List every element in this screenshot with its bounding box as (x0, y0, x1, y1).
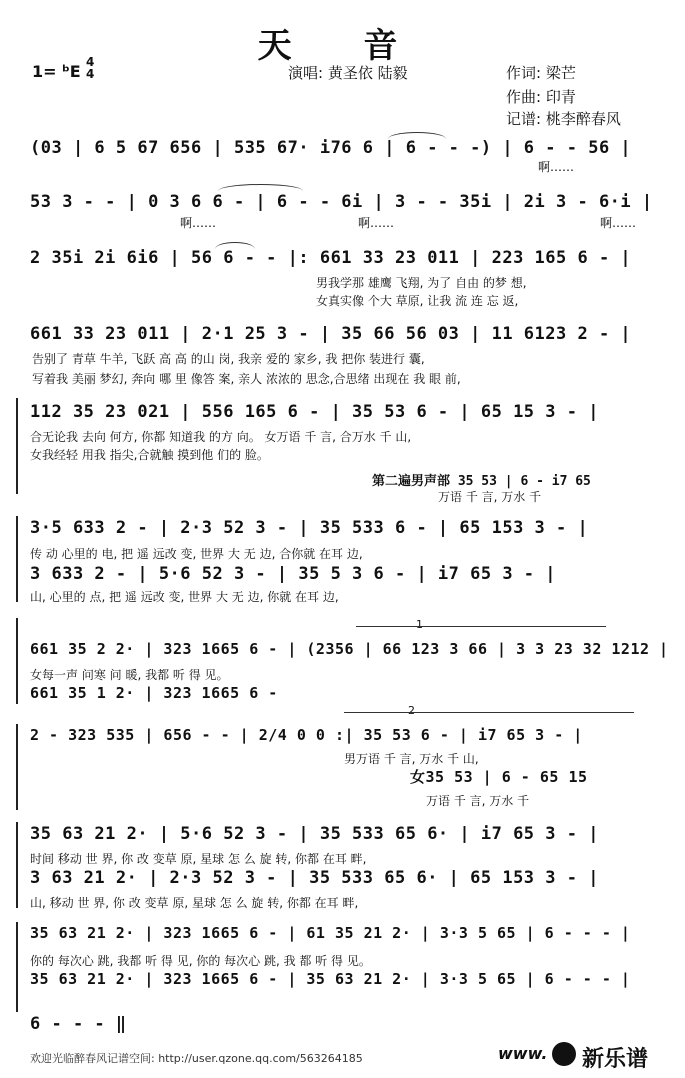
lyric-1: 啊…… (538, 160, 575, 174)
score-line-5: 112 35 23 021 | 556 165 6 - | 35 53 6 - | 65 15 3 - | (30, 402, 599, 422)
lyric-3b: 女真实像 个大 草原, 让我 流 连 忘 返, (316, 294, 519, 308)
slur (218, 184, 303, 191)
volta-bracket (356, 626, 606, 627)
score-line-7: 661 35 2 2· | 323 1665 6 - | (2356 | 66 123 3 66 | 3 3 23 32 1212 | (30, 640, 669, 658)
second-voice-lyric: 万语 千 言, 万水 千 (426, 794, 530, 808)
second-voice-lyric: 万语 千 言, 万水 千 (438, 490, 542, 504)
lyric-4b: 写着我 美丽 梦幻, 奔向 哪 里 像答 案, 亲人 浓浓的 思念,合思绪 出现在 我 眼 前, (32, 372, 461, 386)
slur (215, 242, 255, 249)
lyric-3a: 男我学那 雄鹰 飞翔, 为了 自由 的梦 想, (316, 276, 527, 290)
score-line-6: 3·5 633 2 - | 2·3 52 3 - | 35 533 6 - | 65 153 3 - | (30, 518, 589, 538)
transcriber: 记谱: 桃李醉春风 (506, 110, 621, 128)
score-line-1: (03 | 6 5 67 656 | 535 67· i76 6 | 6 - - -) | 6 - - 56 | (30, 138, 632, 158)
song-title: 天 音 (257, 26, 428, 66)
lyric-6a: 传 动 心里的 电, 把 遥 远改 变, 世界 大 无 边, 合你就 在耳 边, (30, 547, 363, 561)
time-signature-top: 4 (86, 55, 95, 69)
lyricist: 作词: 梁芒 (506, 64, 576, 82)
slur (388, 132, 446, 139)
lyric-7a: 女每一声 问寒 问 暖, 我都 听 得 见。 (30, 668, 229, 682)
lyric-10a: 你的 每次心 跳, 我都 听 得 见, 你的 每次心 跳, 我 都 听 得 见。 (30, 954, 371, 968)
logo-disc-icon (552, 1042, 576, 1070)
lyric-5a: 合无论我 去向 何方, 你都 知道我 的方 向。 女万语 千 言, 合万水 千 山, (30, 430, 412, 444)
score-line-10-alt: 35 63 21 2· | 323 1665 6 - | 35 63 21 2· | 3·3 5 65 | 6 - - - | (30, 970, 631, 988)
score-line-8: 2 - 323 535 | 656 - - | 2/4 0 0 :| 35 53 6 - | i7 65 3 - | (30, 726, 583, 744)
lyric-9a: 时间 移动 世 界, 你 改 变草 原, 星球 怎 么 旋 转, 你都 在耳 畔, (30, 852, 367, 866)
score-line-9: 35 63 21 2· | 5·6 52 3 - | 35 533 65 6· | i7 65 3 - | (30, 824, 599, 844)
lyric-2b: 啊…… (358, 216, 395, 230)
footer-www: www. (498, 1044, 548, 1063)
score-line-2: 53 3 - - | 0 3 6 6 - | 6 - - 6i | 3 - - 35i | 2i 3 - 6·i | (30, 192, 653, 212)
time-signature (86, 56, 94, 80)
score-line-9-alt: 3 63 21 2· | 2·3 52 3 - | 35 533 65 6· | 65 153 3 - | (30, 868, 599, 888)
lyric-2c: 啊…… (600, 216, 637, 230)
score-line-4: 661 33 23 011 | 2·1 25 3 - | 35 66 56 03 | 11 6123 2 - | (30, 324, 632, 344)
lyric-2a: 啊…… (180, 216, 217, 230)
score-line-3: 2 35i 2i 6i6 | 56 6 - - |: 661 33 23 011 | 223 165 6 - | (30, 248, 632, 268)
score-line-final: 6 - - - ‖ (30, 1014, 127, 1034)
key-signature: 1= ᵇE (32, 62, 81, 81)
lyric-8a: 男万语 千 言, 万水 千 山, (344, 752, 479, 766)
volta-bracket (344, 712, 634, 713)
system-bracket (16, 724, 18, 810)
volta-2: 2 (408, 704, 415, 717)
time-signature-bottom: 4 (86, 67, 95, 81)
system-bracket (16, 516, 18, 602)
second-voice-line: 第二遍男声部 35 53 | 6 - i7 65 (372, 474, 591, 489)
system-bracket (16, 822, 18, 908)
system-bracket (16, 618, 18, 704)
score-line-6-alt: 3 633 2 - | 5·6 52 3 - | 35 5 3 6 - | i7 65 3 - | (30, 564, 557, 584)
system-bracket (16, 922, 18, 1012)
score-line-10: 35 63 21 2· | 323 1665 6 - | 61 35 21 2· | 3·3 5 65 | 6 - - - | (30, 924, 631, 942)
site-logo: 新乐谱 (582, 1047, 649, 1072)
volta-1: 1 (416, 618, 423, 631)
footer-text: 欢迎光临醉春风记谱空间: http://user.qzone.qq.com/563264185 (30, 1052, 363, 1065)
singers: 演唱: 黄圣依 陆毅 (288, 64, 408, 82)
lyric-9b: 山, 移动 世 界, 你 改 变草 原, 星球 怎 么 旋 转, 你都 在耳 畔, (30, 896, 359, 910)
composer: 作曲: 印青 (506, 88, 576, 106)
lyric-4a: 告别了 青草 牛羊, 飞跃 高 高 的山 岗, 我亲 爱的 家乡, 我 把你 装进行 囊, (32, 352, 425, 366)
system-bracket (16, 398, 18, 494)
lyric-6b: 山, 心里的 点, 把 遥 远改 变, 世界 大 无 边, 你就 在耳 边, (30, 590, 339, 604)
score-line-7-alt: 661 35 1 2· | 323 1665 6 - (30, 684, 278, 702)
lyric-5b: 女我经轻 用我 指尖,合就触 摸到他 们的 脸。 (30, 448, 269, 462)
second-voice-line: 女35 53 | 6 - 65 15 (410, 768, 588, 786)
